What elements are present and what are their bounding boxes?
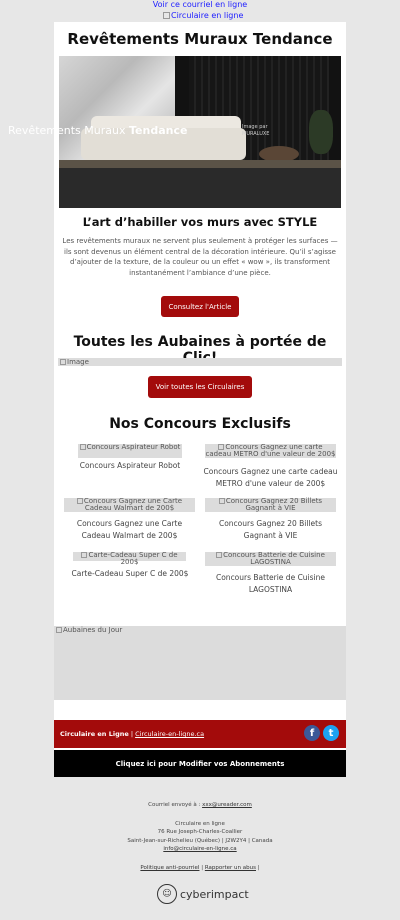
manage-subscriptions-button[interactable]: Cliquez ici pour Modifier vos Abonnements bbox=[54, 750, 346, 777]
hero-caption: Revêtements Muraux Tendance bbox=[8, 124, 188, 137]
broken-image-icon bbox=[163, 12, 170, 19]
address-line-2: Saint-Jean-sur-Richelieu (Québec) | J2W2Y4 | Canada bbox=[127, 838, 273, 844]
contest-label[interactable]: Concours Gagnez une carte cadeau METRO d'une valeur de 200$ bbox=[203, 467, 338, 488]
logo-image[interactable]: Circulaire en ligne bbox=[163, 11, 243, 21]
deals-title: Toutes les Aubaines à portée de bbox=[73, 334, 327, 350]
broken-image-icon bbox=[60, 359, 66, 365]
contest-label[interactable]: Concours Gagnez 20 Billets Gagnant à VIE bbox=[218, 519, 323, 540]
broken-image-icon bbox=[216, 552, 222, 558]
contests-title: Nos Concours Exclusifs bbox=[109, 416, 291, 432]
sent-to-email[interactable]: xxx@ureader.com bbox=[202, 802, 252, 808]
contact-email[interactable]: info@circulaire-en-ligne.ca bbox=[163, 846, 237, 852]
broken-image-icon bbox=[80, 444, 86, 450]
company-name: Circulaire en ligne bbox=[175, 821, 225, 827]
hero-credit: Image par MURALUXE bbox=[242, 124, 270, 137]
cyberimpact-icon: ☺ bbox=[157, 884, 177, 904]
all-flyers-button[interactable]: Voir toutes les Circulaires bbox=[148, 376, 252, 398]
floor bbox=[59, 160, 341, 168]
deals-image[interactable]: Image bbox=[58, 358, 342, 366]
twitter-icon[interactable]: t bbox=[323, 725, 339, 741]
site-link[interactable]: Circulaire-en-ligne.ca bbox=[135, 730, 205, 738]
contest-image[interactable]: Concours Gagnez 20 Billets Gagnant à VIE bbox=[205, 498, 336, 512]
article-subtitle: L’art d’habiller vos murs avec STYLE bbox=[82, 215, 318, 229]
page-title: Revêtements Muraux Tendance bbox=[67, 30, 333, 48]
cyberimpact-logo[interactable]: ☺ cyberimpact bbox=[157, 884, 249, 904]
contest-image[interactable]: Concours Aspirateur Robot bbox=[78, 444, 182, 458]
contest-image[interactable]: Carte-Cadeau Super C de 200$ bbox=[73, 552, 186, 561]
contest-label[interactable]: Concours Aspirateur Robot bbox=[79, 461, 181, 470]
article-body: Les revêtements muraux ne servent plus seulement à protéger les surfaces — ils sont devenus un élément central de la décoration intérieure. Qu’il s’agisse d’ajouter de la texture, de la couleur ou un effet « wow », ils transforment instantanément l’ambiance d’une pièce. bbox=[62, 237, 338, 277]
broken-image-icon bbox=[77, 498, 83, 504]
contest-label[interactable]: Carte-Cadeau Super C de 200$ bbox=[71, 569, 189, 578]
daily-deals-image[interactable]: Aubaines du Jour bbox=[54, 626, 346, 700]
read-article-button[interactable]: Consultez l'Article bbox=[161, 296, 239, 317]
address-line-1: 76 Rue Joseph-Charles-Coallier bbox=[157, 829, 243, 835]
sent-to: Courriel envoyé à : xxx@ureader.com bbox=[148, 802, 252, 808]
broken-image-icon bbox=[56, 627, 62, 633]
legal-links: Politique anti-pourriel | Rapporter un abus | bbox=[140, 865, 260, 871]
broken-image-icon bbox=[219, 498, 225, 504]
contest-image[interactable]: Concours Batterie de Cuisine LAGOSTINA bbox=[205, 552, 336, 566]
footer-brand: Circulaire en Ligne | Circulaire-en-ligne.ca bbox=[60, 730, 205, 738]
plant bbox=[309, 110, 333, 154]
antispam-link[interactable]: Politique anti-pourriel bbox=[140, 865, 200, 871]
report-abuse-link[interactable]: Rapporter un abus bbox=[204, 865, 256, 871]
contest-label[interactable]: Concours Batterie de Cuisine LAGOSTINA bbox=[215, 573, 325, 594]
facebook-icon[interactable]: f bbox=[304, 725, 320, 741]
contest-image[interactable]: Concours Gagnez une carte cadeau METRO d'une valeur de 200$ bbox=[205, 443, 336, 458]
contest-image[interactable]: Concours Gagnez une Carte Cadeau Walmart de 200$ bbox=[64, 498, 195, 512]
broken-image-icon bbox=[81, 552, 87, 558]
caption-band bbox=[59, 168, 341, 208]
view-online-link[interactable]: Voir ce courriel en ligne bbox=[152, 0, 248, 9]
contest-label[interactable]: Concours Gagnez une Carte Cadeau Walmart de 200$ bbox=[76, 519, 183, 540]
